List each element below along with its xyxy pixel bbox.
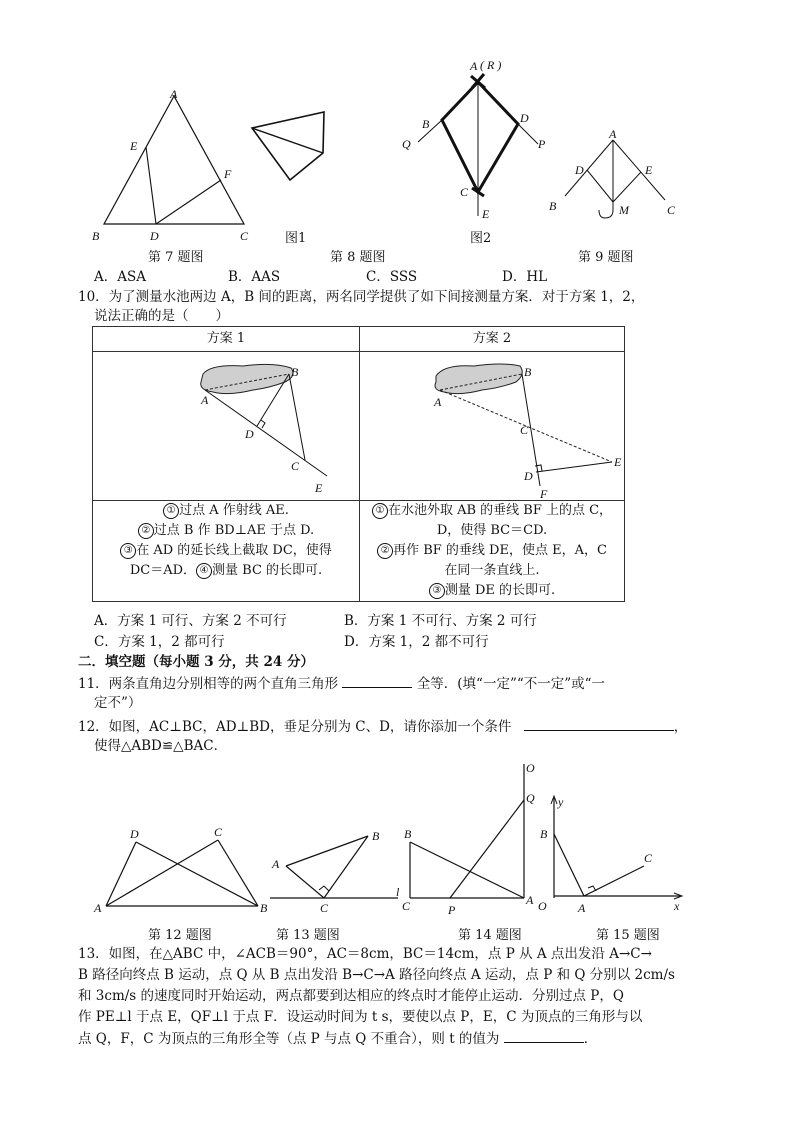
fig7-label-c: C	[240, 229, 249, 243]
figure-15	[532, 790, 692, 915]
fig15-label-x: x	[674, 899, 680, 913]
plan2-de	[536, 462, 612, 472]
fig13-label-b: B	[372, 829, 380, 843]
plan2-label-f: F	[540, 487, 548, 501]
plan2-step2b: 在同一条直线上.	[444, 563, 540, 578]
fig15-label-o: O	[538, 899, 547, 913]
fig9-label-b: B	[549, 199, 557, 213]
plan1-step3: 在 AD 的延长线上截取 DC，使得	[136, 543, 332, 558]
fig8-label-c: C	[460, 185, 469, 199]
figure-7	[88, 84, 258, 244]
q10-plans-table	[92, 326, 625, 602]
figure-8-part2	[398, 56, 558, 226]
fig8-label-a: A	[470, 59, 478, 73]
fig8-sub2: 图2	[470, 231, 492, 246]
plan2-figure	[360, 352, 626, 500]
plan1-right-angle	[261, 420, 265, 428]
fig14-label-c: C	[402, 899, 411, 913]
q11-line1	[78, 673, 605, 694]
fig8-diagonal	[252, 128, 323, 153]
fig9-ab	[565, 140, 613, 196]
fig8-quad	[252, 112, 324, 180]
plan2-right-angle	[535, 465, 542, 471]
fig8-kite	[442, 82, 518, 192]
plan1-ray-ae	[205, 390, 327, 476]
step-num: ④	[196, 563, 212, 579]
plan1-step4: 测量 BC 的长即可.	[212, 563, 323, 578]
fig12-label-d: D	[130, 827, 139, 841]
fig7-caption: 第 7 题图	[148, 250, 204, 265]
plan2-step3: 测量 DE 的长即可.	[444, 583, 556, 598]
fig14-label-a: A	[526, 893, 534, 907]
q10-option-d: D．方案 1，2 都不可行	[344, 634, 489, 650]
fig8-label-e: E	[482, 207, 490, 221]
q10-text-line1: 10．为了测量水池两边 A，B 间的距离，两名同学提供了如下间接测量方案．对于方案 1，2，	[78, 289, 645, 305]
plan1-label-c: C	[291, 459, 300, 473]
plan1-label-e: E	[315, 481, 323, 495]
fig8-label-d: D	[520, 111, 529, 125]
plan1-step3b: DC＝AD．	[129, 563, 197, 578]
plan2-label-b: B	[524, 365, 532, 379]
q13-line5	[78, 1028, 597, 1049]
plan1-label-a: A	[201, 393, 209, 407]
fig9-label-d: D	[575, 163, 584, 177]
q10-option-a: A．方案 1 可行、方案 2 不可行	[94, 613, 287, 629]
fig14-ba	[410, 842, 524, 898]
plan1-title: 方案 1	[93, 327, 360, 352]
plan2-label-a: A	[434, 395, 442, 409]
fig12-db	[136, 842, 258, 906]
q12-line2: 使得△ABD≌△BAC．	[94, 738, 228, 754]
fig13-right-angle	[319, 886, 329, 891]
fig9-caption: 第 9 题图	[578, 250, 634, 265]
step-num: ①	[372, 503, 388, 519]
fig15-label-b: B	[540, 827, 548, 841]
q13-answer-blank[interactable]	[504, 1028, 584, 1043]
fig14-caption: 第 14 题图	[458, 928, 522, 943]
q10-option-b: B．方案 1 不可行、方案 2 可行	[344, 613, 537, 629]
fig13-label-a: A	[272, 857, 280, 871]
figure-8-part1	[250, 108, 340, 188]
q13-line1: 13．如图，在△ABC 中，∠ACB＝90°，AC＝8cm，BC＝14cm，点 P 从 A 点出发沿 A→C→	[78, 946, 652, 962]
figure-14	[396, 758, 546, 918]
fig8-label-q: Q	[402, 137, 411, 151]
fig8-label-p: P	[538, 137, 546, 151]
q9-option-b: B．AAS	[228, 269, 281, 285]
step-num: ②	[377, 543, 393, 559]
fig12-caption: 第 12 题图	[148, 928, 212, 943]
q11-text-b: 全等．(填“一定”“不一定”或“一	[416, 676, 606, 692]
fig7-segment-df	[156, 180, 221, 224]
fig13-caption: 第 13 题图	[276, 928, 340, 943]
step-num: ③	[429, 583, 445, 599]
fig8-label-b: B	[422, 117, 430, 131]
q11-line2: 定不”）	[94, 695, 142, 711]
q10-option-c: C．方案 1，2 都可行	[94, 634, 225, 650]
figure-12	[92, 822, 277, 922]
fig15-label-c: C	[644, 851, 653, 865]
fig12-ad	[106, 842, 136, 906]
plan1-step2: 过点 B 作 BD⊥AE 于点 D.	[153, 523, 315, 538]
fig15-label-a: A	[578, 901, 586, 915]
q12-text: 12．如图，AC⊥BC，AD⊥BD，垂足分别为 C、D，请你添加一个条件	[78, 719, 512, 735]
plan2-step2: 再作 BF 的垂线 DE，使点 E，A，C	[393, 543, 607, 558]
q10-text-line2: 说法正确的是（ ）	[94, 308, 229, 324]
plan1-steps	[93, 501, 360, 602]
fig8-sub1: 图1	[285, 231, 307, 246]
fig13-bc	[324, 836, 368, 898]
fig8-caption: 第 8 题图	[330, 250, 386, 265]
plan1-bc	[289, 374, 305, 460]
plan2-step1b: D，使得 BC＝CD.	[436, 523, 548, 538]
plan1-label-d: D	[245, 427, 254, 441]
plan1-label-b: B	[291, 365, 299, 379]
fig9-label-c: C	[667, 203, 676, 217]
fig15-caption: 第 15 题图	[596, 928, 660, 943]
fig7-label-d: D	[150, 229, 159, 243]
fig9-ac	[613, 140, 665, 200]
fig8-ext-p	[518, 124, 538, 144]
plan2-figure-cell	[360, 352, 625, 501]
fig12-ac	[106, 840, 218, 906]
fig7-label-e: E	[130, 139, 138, 153]
plan1-figure	[93, 352, 359, 500]
plan2-steps	[360, 501, 625, 602]
fig13-label-l: l	[396, 885, 400, 899]
fig14-label-p: P	[448, 903, 456, 917]
plan2-label-c: C	[520, 423, 529, 437]
q12-line1	[78, 716, 687, 737]
section-2-heading: 二．填空题（每小题 3 分，共 24 分）	[78, 654, 314, 670]
fig15-ba	[554, 834, 584, 896]
q13-line2: B 路径向终点 B 运动，点 Q 从 B 点出发沿 B→C→A 路径向终点 A 运动，点 P 和 Q 分别以 2cm/s	[78, 967, 675, 983]
fig12-label-a: A	[94, 901, 102, 915]
fig13-label-c: C	[320, 901, 329, 915]
fig14-pq	[450, 800, 524, 898]
q12-text-end: ，	[673, 719, 688, 735]
q13-text: 点 Q，F，C 为顶点的三角形全等（点 P 与点 Q 不重合），则 t 的值为	[78, 1031, 500, 1047]
plan2-label-d: D	[524, 469, 533, 483]
step-num: ③	[120, 543, 136, 559]
q13-line3: 和 3cm/s 的速度同时开始运动，两点都要到达相应的终点时才能停止运动．分别过点 P，Q	[78, 988, 624, 1004]
fig7-label-a: A	[170, 87, 178, 101]
fig14-label-b: B	[404, 827, 412, 841]
q11-text-a: 11．两条直角边分别相等的两个直角三角形	[78, 676, 339, 692]
fig9-label-a: A	[609, 127, 617, 141]
plan2-pond	[435, 364, 522, 394]
q13-text-end: ．	[583, 1031, 598, 1047]
q12-answer-blank[interactable]	[524, 716, 674, 731]
plan1-step1: 过点 A 作射线 AE.	[179, 503, 289, 518]
fig7-label-b: B	[92, 229, 100, 243]
fig14-label-o: O	[526, 761, 535, 775]
fig8-label-r: ( R )	[480, 58, 502, 72]
fig14-label-q: Q	[526, 791, 535, 805]
q9-option-a: A．ASA	[94, 269, 146, 285]
fig13-ac	[286, 866, 324, 898]
fig9-label-e: E	[645, 163, 653, 177]
fig9-hook	[599, 202, 613, 218]
fig12-label-b: B	[260, 901, 268, 915]
fig9-em	[613, 172, 641, 202]
fig9-dm	[587, 170, 613, 202]
fig12-label-c: C	[214, 825, 223, 839]
fig9-label-m: M	[619, 203, 629, 217]
plan1-figure-cell	[93, 352, 360, 501]
fig7-triangle	[104, 96, 244, 224]
fig7-segment-ed	[146, 147, 156, 224]
fig7-label-f: F	[224, 167, 232, 181]
fig15-ac	[584, 866, 644, 896]
q11-answer-blank[interactable]	[342, 673, 412, 688]
step-num: ①	[163, 503, 179, 519]
plan2-title: 方案 2	[360, 327, 625, 352]
fig15-label-y: y	[558, 795, 564, 809]
q9-option-d: D．HL	[502, 269, 548, 285]
fig13-ab	[286, 836, 368, 866]
q13-line4: 作 PE⊥l 于点 E，QF⊥l 于点 F．设运动时间为 t s，要使以点 P，E，C 为顶点的三角形与以	[78, 1009, 643, 1025]
q9-option-c: C．SSS	[366, 269, 418, 285]
figure-9	[545, 126, 685, 226]
plan2-label-e: E	[614, 455, 622, 469]
plan2-step1: 在水池外取 AB 的垂线 BF 上的点 C，	[387, 503, 613, 518]
step-num: ②	[138, 523, 154, 539]
